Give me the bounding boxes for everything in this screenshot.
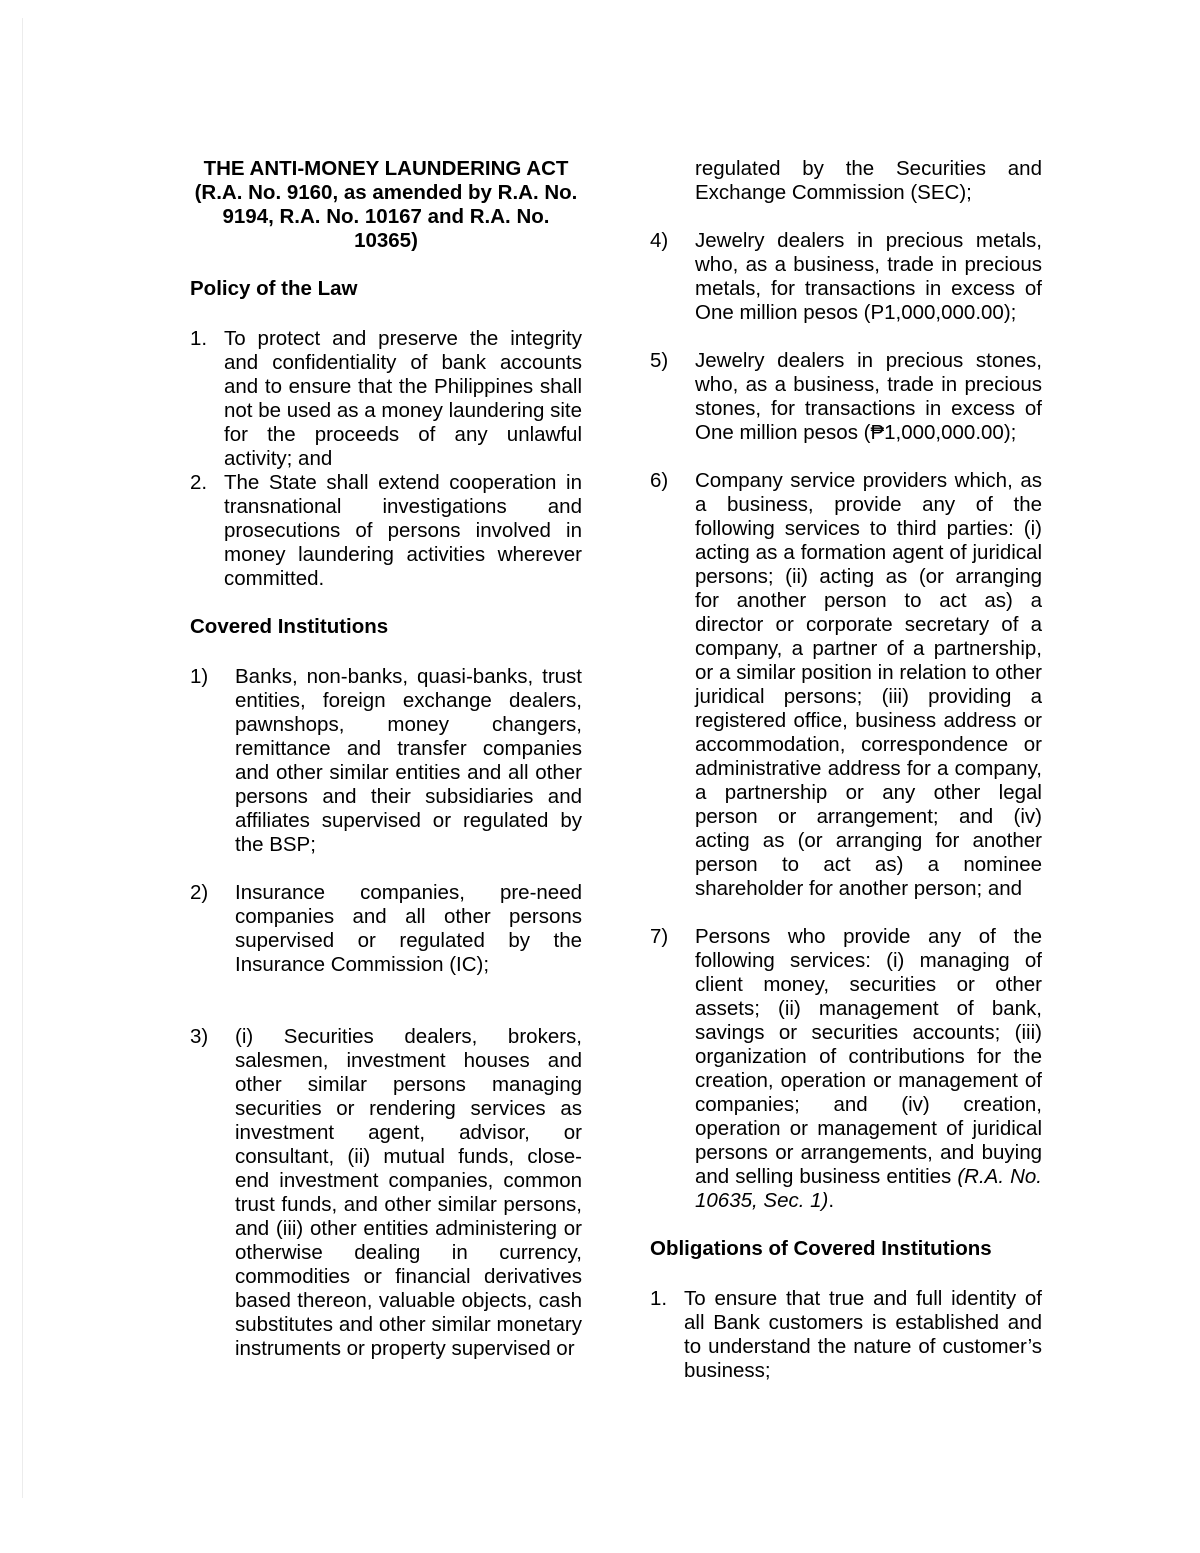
covered-item-text-continued: regulated by the Securities and Exchange Commission (SEC); <box>695 157 1042 204</box>
covered-item-3 <box>190 1025 582 1361</box>
covered-item-number: 1) <box>190 665 209 688</box>
covered-item-number: 5) <box>650 349 669 372</box>
citation: (R.A. No. 10635, Sec. 1) <box>695 1165 1042 1212</box>
left-column <box>190 157 582 1361</box>
obligations-item-text: To ensure that true and full identity of all Bank customers is established and to understand the nature of customer’s business; <box>684 1287 1042 1382</box>
covered-item-number: 7) <box>650 925 669 948</box>
covered-item-4 <box>650 229 1042 325</box>
citation-end: . <box>828 1189 835 1212</box>
policy-item-number: 2. <box>190 471 208 494</box>
obligations-item-number: 1. <box>650 1287 668 1310</box>
page-edge-line <box>22 18 23 1498</box>
obligations-heading: Obligations of Covered Institutions <box>650 1237 992 1260</box>
covered-item-text: Jewelry dealers in precious stones, who, as a business, trade in precious stones, for transactions in excess of One million pesos (₱1,000,000.00); <box>695 349 1042 444</box>
policy-heading: Policy of the Law <box>190 277 358 300</box>
title-line-1: THE ANTI-MONEY LAUNDERING ACT <box>203 157 569 180</box>
covered-item-number: 4) <box>650 229 669 252</box>
covered-item-text: Persons who provide any of the following services: (i) managing of client money, securities or other assets; (ii) management of bank, savings or securities accounts; (iii) organization of contributions for the creation, operation or management of companies; and (iv) creation, operation or management of juridical persons or arrangements, and buying and selling business entities <box>695 925 1042 1188</box>
covered-item-number: 2) <box>190 881 209 904</box>
title-line-2: (R.A. No. 9160, as amended by R.A. No. <box>194 181 578 204</box>
covered-item-5 <box>650 349 1042 445</box>
covered-item-3-continued <box>650 157 1042 205</box>
covered-item-1 <box>190 665 582 857</box>
policy-item-text: To protect and preserve the integrity and confidentiality of bank accounts and to ensure that the Philippines shall not be used as a money laundering site for the proceeds of any unlawful activity; and <box>224 327 582 470</box>
title-line-3: 9194, R.A. No. 10167 and R.A. No. <box>222 205 550 228</box>
title-line-4: 10365) <box>354 229 418 252</box>
right-column <box>650 157 1042 1383</box>
covered-item-7 <box>650 925 1042 1213</box>
covered-item-text: Company service providers which, as a business, provide any of the following services to third parties: (i) acting as a formation agent of juridical persons; (ii) acting as (or arranging for another person to act as) a director or corporate secretary of a company, a partner of a partnership, or a similar position in relation to other juridical persons; (iii) providing a registered office, business address or accommodation, correspondence or administrative address for a company, a partnership or any other legal person or arrangement; and (iv) acting as (or arranging for another person to act as) a nominee shareholder for another person; and <box>695 469 1042 900</box>
policy-item-1 <box>190 327 582 471</box>
covered-item-number: 3) <box>190 1025 209 1048</box>
covered-item-2 <box>190 881 582 977</box>
covered-heading: Covered Institutions <box>190 615 389 638</box>
policy-item-2 <box>190 471 582 591</box>
covered-item-number: 6) <box>650 469 669 492</box>
policy-item-text: The State shall extend cooperation in transnational investigations and prosecutions of persons involved in money laundering activities wherever committed. <box>224 471 582 590</box>
covered-item-6 <box>650 469 1042 901</box>
covered-item-text: Banks, non-banks, quasi-banks, trust entities, foreign exchange dealers, pawnshops, money changers, remittance and transfer companies and other similar entities and all other persons and their subsidiaries and affiliates supervised or regulated by the BSP; <box>235 665 582 856</box>
policy-item-number: 1. <box>190 327 208 350</box>
covered-item-text: (i) Securities dealers, brokers, salesmen, investment houses and other similar persons managing securities or rendering services as investment agent, advisor, or consultant, (ii) mutual funds, close-end investment companies, common trust funds, and other similar persons, and (iii) other entities administering or otherwise dealing in currency, commodities or financial derivatives based thereon, valuable objects, cash substitutes and other similar monetary instruments or property supervised or <box>235 1025 582 1360</box>
covered-item-text: Insurance companies, pre-need companies and all other persons supervised or regulated by the Insurance Commission (IC); <box>235 881 582 976</box>
obligations-item-1 <box>650 1287 1042 1383</box>
covered-item-text: Jewelry dealers in precious metals, who, as a business, trade in precious metals, for transactions in excess of One million pesos (P1,000,000.00); <box>695 229 1042 324</box>
document-title <box>190 157 582 253</box>
